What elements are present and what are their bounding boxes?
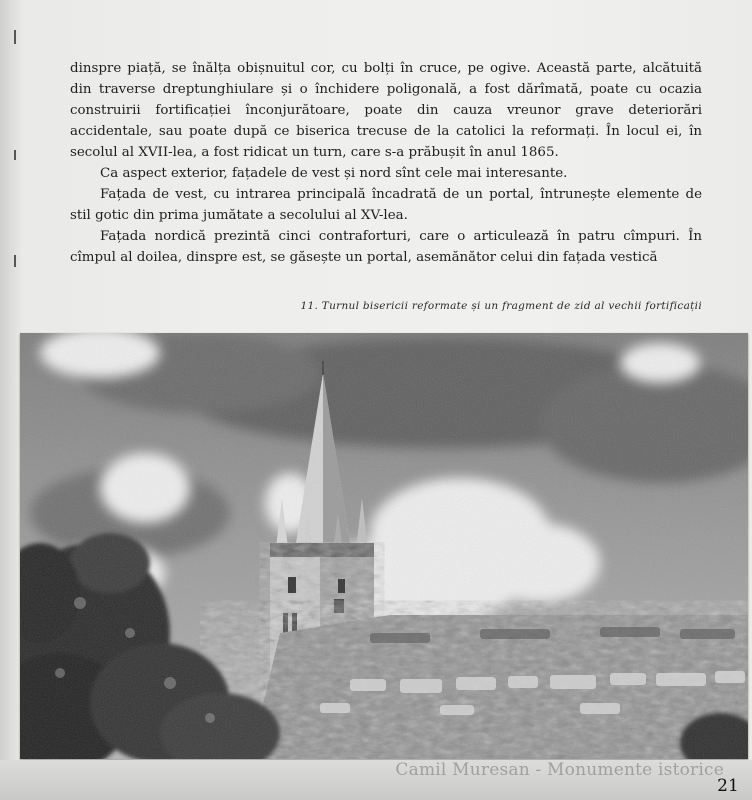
body-text [70, 58, 702, 268]
paragraph: dinspre piață, se înălța obișnuitul cor, cu bolți în cruce, pe ogive. Această parte, alcătuită din traverse dreptunghiulare și o închidere poligonală, a fost dărîmată, poate cu ocazia construirii fortificației înconjurătoare, poate din cauza vreunor grave deteriorări accidentale, sau poate după ce biserica trecuse de la catolici la reformați. În locul ei, în secolul al XVII-lea, a fost ridicat un turn, care s-a prăbușit în anul 1865. [70, 61, 702, 160]
margin-mark [14, 255, 16, 267]
paragraph: Ca aspect exterior, fațadele de vest și nord sînt cele mai interesante. [100, 166, 568, 181]
margin-mark [14, 150, 16, 160]
binding-shadow [0, 0, 22, 800]
figure-caption: 11. Turnul bisericii reformate și un fragment de zid al vechii fortificații [300, 300, 702, 312]
page-number: 21 [717, 776, 739, 796]
church-tower-photo [20, 333, 748, 759]
paragraph: Fațada de vest, cu intrarea principală încadrată de un portal, întrunește elemente de stil gotic din prima jumătate a secolului al XV-lea. [70, 187, 702, 223]
margin-mark [14, 30, 16, 44]
watermark: Camil Muresan - Monumente istorice [395, 760, 724, 780]
paragraph: Fațada nordică prezintă cinci contraforturi, care o articulează în patru cîmpuri. În cîmpul al doilea, dinspre est, se găsește un portal, asemănător celui din fațada vestică [70, 229, 702, 265]
